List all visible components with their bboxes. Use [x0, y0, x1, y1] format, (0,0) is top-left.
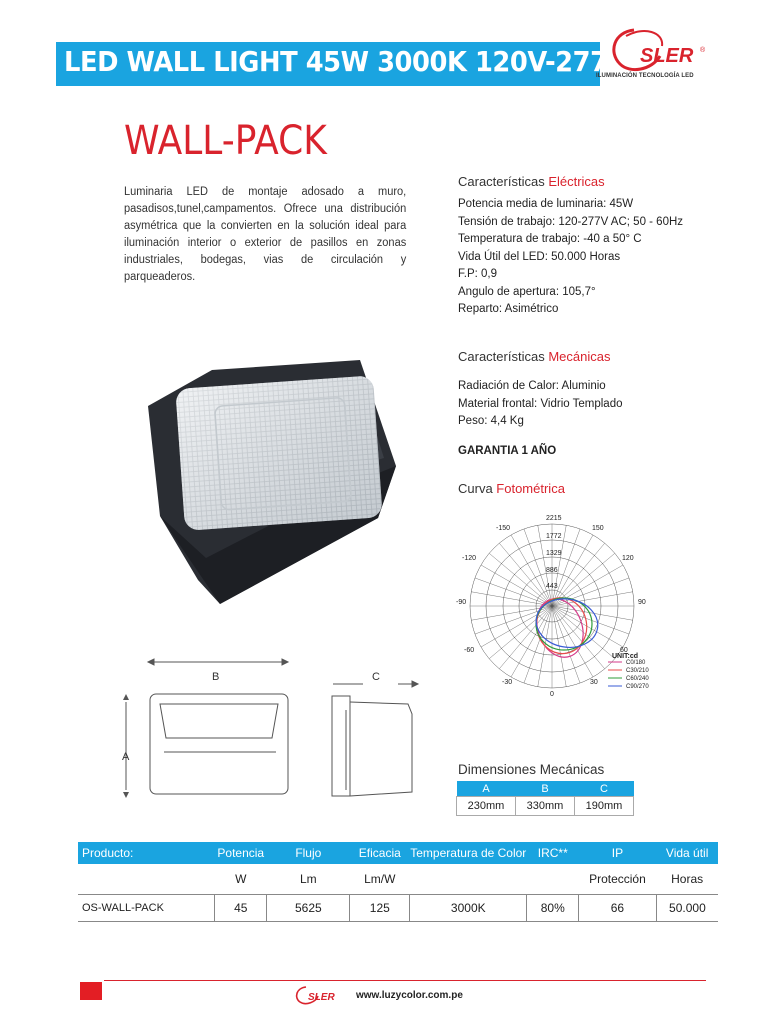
table-cell: 50.000 [656, 895, 718, 922]
brand-tagline: ILUMINACIÓN TECNOLOGÍA LED [596, 73, 694, 79]
dim-value: 190mm [575, 797, 634, 816]
table-header: Temperatura de Color [410, 842, 527, 864]
radial-label: 1329 [546, 550, 562, 557]
spec-item: Potencia media de luminaria: 45W [458, 198, 634, 210]
mechanical-heading-highlight: Mecánicas [548, 349, 611, 364]
photometric-heading-highlight: Fotométrica [496, 481, 565, 496]
unit-cell: Lm [299, 872, 317, 886]
angle-label: 90 [638, 599, 646, 606]
spec-item: Material frontal: Vidrio Templado [458, 397, 623, 410]
angle-label: 30 [590, 679, 598, 686]
dim-header: A [457, 781, 516, 797]
photometric-curve [452, 512, 660, 712]
dimensions-table [456, 781, 634, 816]
mechanical-heading [458, 349, 610, 364]
table-cell: 5625 [267, 895, 350, 922]
spec-item: Peso: 4,4 Kg [458, 415, 524, 427]
angle-label: -150 [496, 525, 511, 532]
angle-label: 150 [592, 525, 604, 532]
label-c: C [372, 671, 380, 683]
unit-label: UNIT:cd [612, 653, 639, 660]
angle-label: -90 [456, 599, 467, 606]
table-cell: 45 [215, 895, 267, 922]
dimensions-heading: Dimensiones Mecánicas [458, 762, 605, 777]
warranty-text: GARANTIA 1 AÑO [458, 445, 557, 457]
electrical-heading [458, 174, 605, 189]
mechanical-heading-prefix: Características [458, 349, 549, 364]
angle-label: -30 [502, 679, 513, 686]
footer-red-block [80, 982, 102, 1000]
technical-drawing [108, 654, 438, 814]
product-name: WALL-PACK [124, 118, 327, 164]
table-header: IP [579, 842, 657, 864]
legend-label: C30/210 [626, 668, 649, 674]
table-row [78, 895, 718, 922]
footer-logo-text: SLER [308, 992, 335, 1003]
spec-item: Reparto: Asimétrico [458, 303, 559, 315]
angle-label: 120 [622, 555, 634, 562]
spec-item: Vida Útil del LED: 50.000 Horas [458, 250, 621, 263]
table-header: Eficacia [350, 842, 410, 864]
unit-cell [78, 864, 215, 895]
table-cell: 3000K [410, 895, 527, 922]
electrical-heading-prefix: Características [458, 174, 549, 189]
footer-url[interactable]: www.luzycolor.com.pe [356, 990, 463, 1001]
unit-cell: Horas [671, 872, 704, 886]
angle-label: 0 [550, 691, 554, 698]
product-image [140, 358, 410, 608]
dim-header: C [575, 781, 634, 797]
footer-divider [104, 980, 706, 981]
spec-item: F.P: 0,9 [458, 268, 497, 280]
unit-cell: Lm/W [364, 872, 396, 886]
angle-label: -120 [462, 555, 477, 562]
angle-label: 60 [620, 647, 628, 654]
radial-label: 1772 [546, 533, 562, 540]
product-title: LED WALL LIGHT 45W 3000K 120V-277V [64, 45, 628, 78]
unit-cell: W [235, 872, 247, 886]
table-cell: 80% [527, 895, 579, 922]
unit-cell: Protección [589, 872, 646, 886]
photometric-heading-prefix: Curva [458, 481, 497, 496]
footer-logo [294, 984, 350, 1006]
table-cell: 66 [579, 895, 657, 922]
radial-label: 2215 [546, 515, 562, 522]
table-header: Flujo [267, 842, 350, 864]
table-header: Potencia [215, 842, 267, 864]
table-header: IRC** [527, 842, 579, 864]
label-a: A [122, 751, 130, 763]
svg-text:®: ® [700, 47, 706, 54]
dim-header: B [516, 781, 575, 797]
spec-item: Tensión de trabajo: 120-277V AC; 50 - 60Hz [458, 215, 684, 228]
radial-label: 886 [546, 567, 558, 574]
spec-item: Angulo de apertura: 105,7° [458, 285, 596, 298]
legend-label: C90/270 [626, 684, 649, 690]
brand-logo-text: SLER [640, 45, 694, 67]
electrical-heading-highlight: Eléctricas [548, 174, 605, 189]
table-cell: 125 [350, 895, 410, 922]
spec-item: Temperatura de trabajo: -40 a 50° C [458, 233, 642, 245]
label-b: B [212, 671, 220, 683]
unit-cell [410, 864, 527, 895]
dim-value: 230mm [457, 797, 516, 816]
table-cell: OS-WALL-PACK [78, 895, 215, 922]
photometric-heading [458, 481, 565, 496]
radial-label: 443 [546, 583, 558, 590]
angle-label: -60 [464, 647, 475, 654]
dim-value: 330mm [516, 797, 575, 816]
product-table [78, 842, 718, 922]
legend-label: C0/180 [626, 660, 646, 666]
mechanical-spec-list [458, 378, 623, 431]
spec-item: Radiación de Calor: Aluminio [458, 380, 606, 392]
electrical-spec-list [458, 196, 683, 319]
unit-cell [527, 864, 579, 895]
table-header: Vida útil [656, 842, 718, 864]
legend-label: C60/240 [626, 676, 649, 682]
table-header: Producto: [78, 842, 215, 864]
product-description: Luminaria LED de montaje adosado a muro, pasadisos,tunel,campamentos. Ofrece una distribución asymétrica que la convierten en la solución ideal para iluminación interior o exterior de pasillos en zonas industriales, bodegas, vias de circulación y parqueaderos. [124, 186, 407, 283]
